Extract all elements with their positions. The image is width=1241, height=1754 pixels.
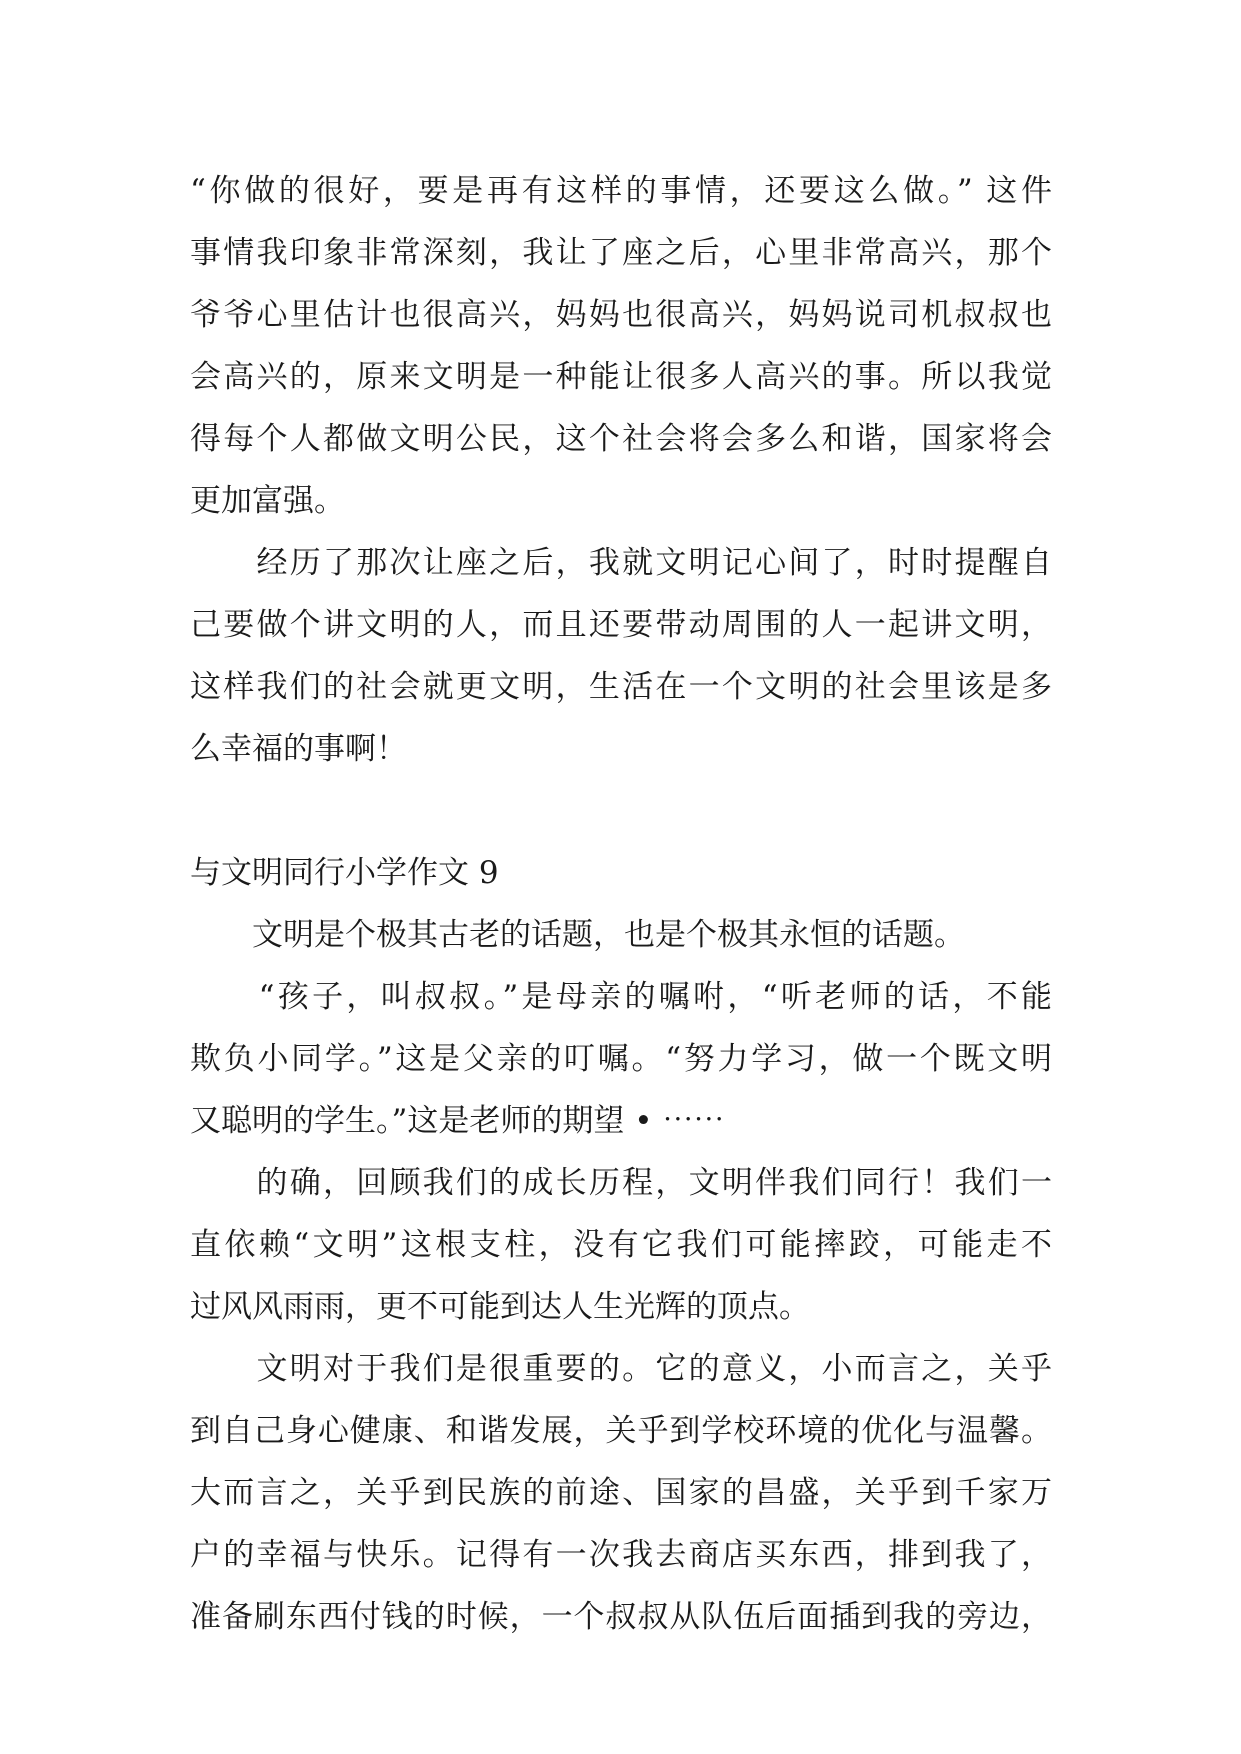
section-heading: 与文明同行小学作文 9: [190, 855, 499, 891]
paragraph: [190, 966, 1052, 1152]
paragraph: [190, 160, 1052, 532]
text-line: 事情我印象非常深刻，我让了座之后，心里非常高兴，那个: [190, 235, 1052, 271]
text-line: 会高兴的，原来文明是一种能让很多人高兴的事。所以我觉: [190, 359, 1052, 395]
text-line: 这样我们的社会就更文明，生活在一个文明的社会里该是多: [190, 669, 1052, 705]
text-line: 的确，回顾我们的成长历程，文明伴我们同行！我们一: [190, 1165, 1052, 1201]
text-line: 到自己身心健康、和谐发展，关乎到学校环境的优化与温馨。: [190, 1413, 1052, 1449]
text-line: 己要做个讲文明的人，而且还要带动周围的人一起讲文明，: [190, 607, 1052, 643]
text-line: 更加富强。: [190, 483, 345, 519]
text-line: 大而言之，关乎到民族的前途、国家的昌盛，关乎到千家万: [190, 1475, 1052, 1511]
text-line: 准备刷东西付钱的时候，一个叔叔从队伍后面插到我的旁边，: [190, 1599, 1052, 1635]
text-line: 爷爷心里估计也很高兴，妈妈也很高兴，妈妈说司机叔叔也: [190, 297, 1052, 333]
text-line: 又聪明的学生。”这是老师的期望 • ⋯⋯: [190, 1103, 725, 1139]
paragraph-spacer: [190, 780, 1052, 842]
paragraph: [190, 1152, 1052, 1338]
text-line: 户的幸福与快乐。记得有一次我去商店买东西，排到我了，: [190, 1537, 1052, 1573]
paragraph: [190, 1338, 1052, 1648]
text-line: 过风风雨雨，更不可能到达人生光辉的顶点。: [190, 1289, 810, 1325]
text-line: 直依赖“文明”这根支柱，没有它我们可能摔跤，可能走不: [190, 1227, 1052, 1263]
paragraph: [190, 532, 1052, 780]
text-line: 么幸福的事啊！: [190, 731, 407, 767]
text-line: “你做的很好，要是再有这样的事情，还要这么做。” 这件: [190, 173, 1052, 209]
text-line: 经历了那次让座之后，我就文明记心间了，时时提醒自: [190, 545, 1052, 581]
text-line: 欺负小同学。”这是父亲的叮嘱。“努力学习，做一个既文明: [190, 1041, 1052, 1077]
document-body: [190, 160, 1052, 1648]
text-line: 文明是个极其古老的话题，也是个极其永恒的话题。: [190, 917, 965, 953]
text-line: 得每个人都做文明公民，这个社会将会多么和谐，国家将会: [190, 421, 1052, 457]
text-line: “孩子，叫叔叔。”是母亲的嘱咐，“听老师的话，不能: [190, 979, 1052, 1015]
text-line: 文明对于我们是很重要的。它的意义，小而言之，关乎: [190, 1351, 1052, 1387]
paragraph: [190, 904, 1052, 966]
